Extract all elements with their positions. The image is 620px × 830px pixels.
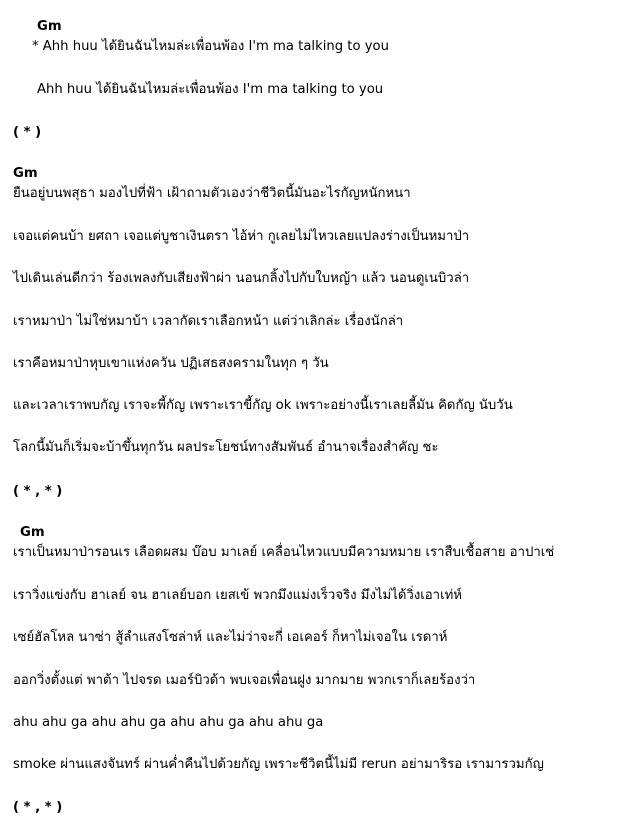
lyric-line: * Ahh huu ได้ยินฉันไหมล่ะเพื่อนพ้อง I'm ma talking to you bbox=[32, 39, 389, 54]
lyric-line: ไปเดินเล่นดีกว่า ร้องเพลงกับเสียงฟ้าผ่า นอนกลิ้งไปกับใบหญ้า แล้ว นอนดูเนบิวล่า bbox=[13, 271, 470, 286]
lyric-line: ออกวิ่งตั้งแต่ พาต้า ไปจรด เมอร์บิวด้า พบเจอเพื่อนฝูง มากมาย พวกเราก็เลยร้องว่า bbox=[13, 673, 476, 688]
lyric-line: และเวลาเราพบกัญ เราจะพี้กัญ เพราะเราขี้กัญ ok เพราะอย่างนี้เราเลยลี้มัน คิดกัญ นับวัน bbox=[13, 398, 513, 413]
chorus-repeat-marker: ( * , * ) bbox=[13, 800, 63, 815]
lyric-line: เราเป็นหมาป่ารอนเร เลือดผสม บ๊อบ มาเลย์ เคลื่อนไหวแบบมีความหมาย เราสืบเชื้อสาย อาปาเช่ bbox=[13, 545, 555, 560]
chord-label: Gm bbox=[37, 19, 62, 34]
chorus-repeat-marker: ( * ) bbox=[13, 125, 42, 140]
lyric-line: เราหมาป่า ไม่ใช่หมาบ้า เวลากัดเราเลือกหน้า แต่ว่าเลิกล่ะ เรื่องนักล่า bbox=[13, 314, 404, 329]
lyric-line: ยืนอยู่บนพสุธา มองไปที่ฟ้า เฝ้าถามตัวเองว่าชีวิตนี้มันอะไรกัญหนักหนา bbox=[13, 186, 411, 201]
lyric-line: เราวิ่งแข่งกับ ฮาเลย์ จน ฮาเลย์บอก เยสเข้ พวกมึงแม่งเร็วจริง มึงไม่ได้วิ่งเอาเท่ห์ bbox=[13, 588, 462, 603]
lyric-line: smoke ผ่านแสงจันทร์ ผ่านค่ำคืนไปด้วยกัญ เพราะชีวิตนี้ไม่มี rerun อย่ามาริรอ เรามารวมกัญ bbox=[13, 757, 544, 772]
lyric-line: เจอแต่คนบ้า ยศถา เจอแต่บูชาเงินตรา ไอ้ห่า กูเลยไม่ไหวเลยแปลงร่างเป็นหมาป่า bbox=[13, 229, 470, 244]
lyric-line: ahu ahu ga ahu ahu ga ahu ahu ga ahu ahu ga bbox=[13, 715, 324, 730]
lyric-line: Ahh huu ได้ยินฉันไหมล่ะเพื่อนพ้อง I'm ma talking to you bbox=[37, 82, 384, 97]
chord-label: Gm bbox=[13, 166, 38, 181]
chord-label: Gm bbox=[20, 525, 45, 540]
chorus-repeat-marker: ( * , * ) bbox=[13, 484, 63, 499]
lyric-line: เราคือหมาป่าหุบเขาแห่งควัน ปฏิเสธสงครามในทุก ๆ วัน bbox=[13, 356, 329, 371]
lyric-line: เซย์ฮัลโหล นาซ่า สู้ลำแสงโซล่าห์ และไม่ว่าจะกี่ เอเคอร์ ก็หาไม่เจอใน เรดาห์ bbox=[13, 630, 448, 645]
lyric-line: โลกนี้มันก็เริ่มจะบ้าขึ้นทุกวัน ผลประโยชน์ทางสัมพันธ์ อำนาจเรื่องสำคัญ ชะ bbox=[13, 440, 439, 455]
